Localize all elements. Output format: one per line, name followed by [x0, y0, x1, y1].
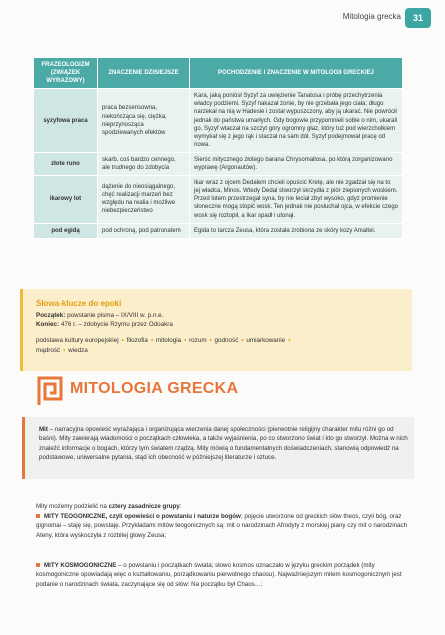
- table-row: [34, 152, 403, 175]
- cell-phrase: ikarowy lot: [34, 176, 98, 223]
- cell-phrase: złote runo: [34, 152, 98, 175]
- list-item-text: ; pojęcie utworzone od greckich słów theos, czyli bóg, oraz gignomai – staję się, powstaję. Przykładami mitów teogonicznych są: mit o narodzinach Afrodyty z morskiej piany czy mit o narodzinach Ateny, która wyskoczyła z rozbitej głowy Zeusa;: [36, 513, 408, 539]
- cell-origin: Sierść mitycznego złotego barana Chrysomallosa, po którą zorganizowano wyprawę (Argonautów).: [190, 152, 403, 175]
- square-bullet-icon: [36, 514, 40, 518]
- bullet-dot: •: [184, 337, 187, 344]
- epoch-end: [36, 321, 173, 328]
- list-item-title: MITY TEOGONICZNE, czyli opowieści o powstaniu i naturze bogów: [44, 513, 241, 520]
- bullet-dot: •: [241, 337, 244, 344]
- definition-term: Mit: [39, 426, 48, 433]
- start-label: Początek:: [36, 312, 66, 319]
- bullet-dot: •: [288, 337, 291, 344]
- cell-origin: Kara, jaką poniósł Syzyf za uwięzienie Tanatosa i próbę przechytrzenia władcy podziemi. Syzyf nakazał żonie, by nie grzebała jego ciała; długo narzekał na nią w Hadesie i został wypuszczony, aby ją ukarać. Nie powrócił jednak do państwa umarłych. Gdy bogowie przypomnieli sobie o nim, ukarali go. Syzyf wtaczał na szczyt góry ogromny głaz, który tuż pod wierzchołkiem wymykał się z jego rąk i staczał na sam dół. Syzyf podejmował pracę od nowa.: [190, 89, 403, 153]
- cell-meaning: pod ochroną, pod patronatem: [98, 223, 190, 238]
- section-title: MITOLOGIA GRECKA: [70, 380, 239, 397]
- list-item-title: MITY KOSMOGONICZNE: [44, 562, 117, 569]
- col-header-meaning: ZNACZENIE DZISIEJSZE: [98, 58, 190, 89]
- cell-origin: Ikar wraz z ojcem Dedalem chcieli opuścić Kretę, ale nie zgadzał się na to jej władca, Minos. Wtedy Dedal stworzył skrzydła z piór zlepionych woskiem. Przed lotem przestrzegał syna, by nie leciał zbyt wysoko, gdyż promienie słoneczne mogą stopić wosk. Ten jednak nie posłuchał ojca, w efekcie czego wosk się roztopił, a Ikar spadł i utonął.: [190, 176, 403, 223]
- table-header-row: [34, 58, 403, 89]
- cell-meaning: skarb, coś bardzo cennego, ale trudnego do zdobycia: [98, 152, 190, 175]
- definition-body: – narracyjna opowieść wyrażająca i organizująca wierzenia danej społeczności (pierwotnie religijny charakter mitu różni go od baśni). Mity zawierają wiadomości o początkach człowieka, a także wyjaśnienia, po co stworzono świat i kto go stworzył. Można w nich znaleźć informacje o bogach, którzy tym światem rządzą. Mity mówią o fundamentalnych doświadczeniach, stanowią odpowiedź na podstawowe, uniwersalne pytania, stąd ich obecność w późniejszej literaturze i sztuce.: [39, 426, 408, 461]
- myth-definition-box: [22, 417, 414, 479]
- list-item-text: – o powstaniu i początkach świata; słowo kosmos oznaczało w języku greckim porządek (mity kosmogoniczne opowiadają więc o kształtowaniu, porządkowaniu pierwotnego chaosu). Najważniejszym mitem kosmogonicznym jest podanie o narodzinach świata, zaczynające się od słów: Na początku był Chaos…;: [36, 562, 402, 588]
- keyword-tag: godność: [214, 337, 239, 344]
- cell-origin: Egida to tarcza Zeusa, która została zrobiona ze skóry kozy Amaltei.: [190, 223, 403, 238]
- cell-phrase: syzyfowa praca: [34, 89, 98, 153]
- col-header-phrase: FRAZEOLOGIZM (ZWIĄZEK WYRAZOWY): [34, 58, 98, 89]
- list-item-cosmogonic: [36, 561, 416, 589]
- intro-text: Mity możemy podzielić na: [36, 503, 109, 510]
- cell-meaning: praca bezsensowna, niekończąca się, ciężka, nieprzynosząca spodziewanych efektów: [98, 89, 190, 153]
- intro-emphasis: cztery zasadnicze grupy: [108, 503, 180, 510]
- phraseology-table: [33, 57, 403, 239]
- cell-meaning: dążenie do nieosiągalnego, chęć realizacji marzeń bez względu na realia i możliwe niebezpieczeństwo: [98, 176, 190, 223]
- cell-phrase: pod egidą: [34, 223, 98, 238]
- table-row: [34, 89, 403, 153]
- keyword-tag: filozofia: [126, 337, 148, 344]
- page-header: [295, 8, 445, 28]
- keyword-tags: [36, 336, 406, 356]
- definition-text: [39, 425, 411, 462]
- keywords-title: Słowa-klucze do epoki: [36, 299, 122, 308]
- start-value: powstanie pisma – IX/VIII w. p.n.e.: [67, 312, 164, 319]
- bullet-dot: •: [209, 337, 212, 344]
- intro-colon: :: [179, 503, 182, 510]
- epoch-start: [36, 312, 163, 319]
- section-running-title: Mitologia grecka: [342, 12, 401, 21]
- table-row: [34, 176, 403, 223]
- keyword-tag: rozum: [189, 337, 207, 344]
- groups-intro: [36, 502, 416, 511]
- greek-key-icon: [36, 375, 64, 407]
- keyword-tag: mądrość: [36, 347, 61, 355]
- keyword-tag: podstawa kultury europejskiej: [36, 337, 119, 344]
- keyword-tag: mitologia: [155, 337, 182, 344]
- end-value: 476 r. – zdobycie Rzymu przez Odoakra: [60, 321, 173, 328]
- end-label: Koniec:: [36, 321, 60, 328]
- col-header-origin: POCHODZENIE I ZNACZENIE W MITOLOGII GRECKIEJ: [190, 58, 403, 89]
- table-row: [34, 223, 403, 238]
- bullet-dot: •: [121, 337, 124, 344]
- bullet-dot: •: [63, 347, 66, 355]
- list-item-teogonic: [36, 512, 416, 540]
- keyword-tag: umiarkowanie: [246, 337, 286, 344]
- page-number: 31: [405, 8, 431, 28]
- bullet-dot: •: [150, 337, 154, 344]
- keywords-box: [20, 289, 412, 371]
- keyword-tag: wiedza: [68, 347, 88, 355]
- square-bullet-icon: [36, 563, 40, 567]
